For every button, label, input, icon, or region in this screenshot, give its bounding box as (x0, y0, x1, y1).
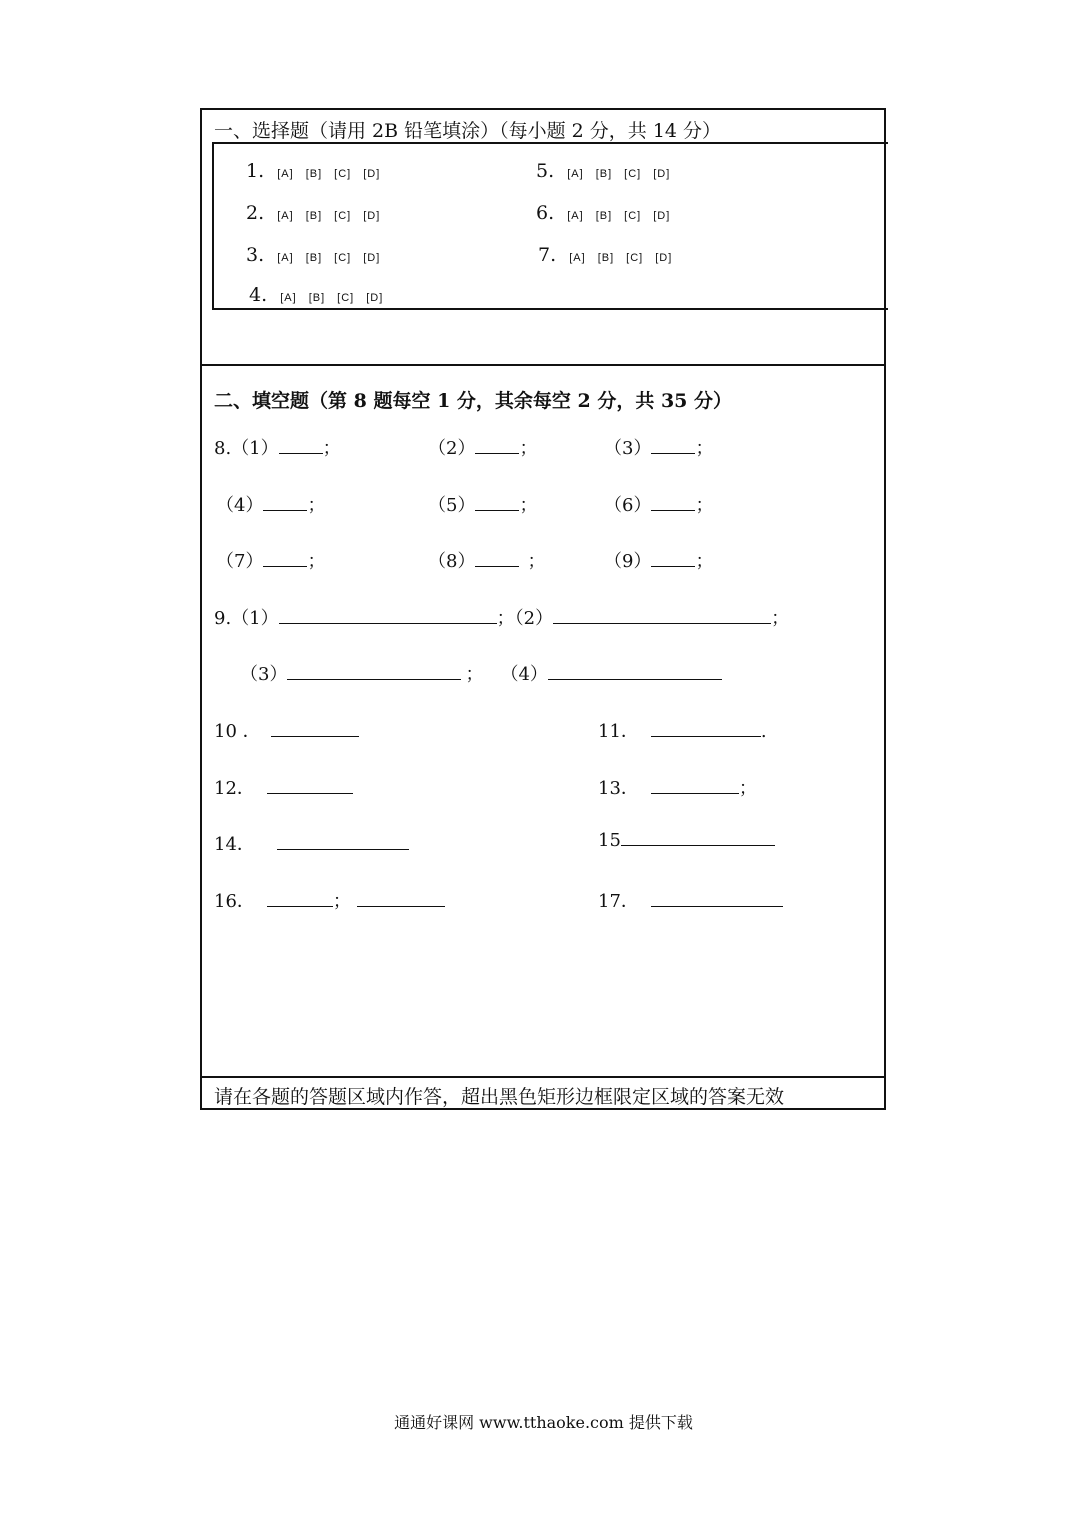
option-a[interactable]: [A] (569, 252, 586, 264)
question-number: 15 (598, 830, 621, 851)
answer-area-notice: 请在各题的答题区域内作答，超出黑色矩形边框限定区域的答案无效 (214, 1086, 785, 1108)
q8-blank-6 (604, 491, 713, 517)
sub-label: （2） (514, 608, 554, 629)
option-b[interactable]: [B] (595, 210, 613, 222)
q8-blank-2 (428, 434, 537, 460)
separator: ； (527, 551, 546, 572)
answer-blank[interactable] (651, 439, 695, 454)
question-number: 6. (536, 202, 555, 224)
choice-question-7 (538, 244, 684, 266)
q11 (598, 717, 767, 743)
q9-row-1 (214, 604, 789, 630)
answer-blank[interactable] (651, 892, 783, 907)
separator: ； (695, 551, 714, 572)
q16 (214, 887, 445, 913)
q14 (214, 830, 409, 856)
sub-label: （1） (231, 608, 279, 629)
question-number: 5. (536, 160, 555, 182)
question-number: 4. (249, 284, 268, 306)
answer-blank[interactable] (548, 665, 722, 680)
option-a[interactable]: [A] (567, 210, 584, 222)
q9-row-2 (240, 660, 722, 686)
separator: ； (322, 438, 341, 459)
sub-label: （4） (509, 664, 548, 685)
answer-blank[interactable] (263, 496, 307, 511)
section2-title: 二、填空题（第 8 题每空 1 分，其余每空 2 分，共 35 分） (214, 390, 733, 412)
section1-title: 一、选择题（请用 2B 铅笔填涂）（每小题 2 分，共 14 分） (214, 120, 722, 142)
answer-blank[interactable] (651, 779, 739, 794)
option-d[interactable]: [D] (363, 210, 381, 222)
option-a[interactable]: [A] (280, 292, 297, 304)
option-group (277, 252, 392, 264)
sub-label: （9） (604, 551, 652, 572)
question-number: 12． (214, 778, 255, 799)
option-b[interactable]: [B] (305, 210, 323, 222)
choice-question-4 (249, 284, 395, 306)
question-number: 10 ． (214, 721, 261, 742)
q12 (214, 774, 353, 800)
choice-question-3 (246, 244, 392, 266)
separator: ； (519, 495, 538, 516)
answer-blank[interactable] (279, 609, 497, 624)
option-group (569, 252, 684, 264)
sub-label: （7） (216, 551, 264, 572)
separator: ； (695, 438, 714, 459)
option-b[interactable]: [B] (597, 252, 615, 264)
option-c[interactable]: [C] (334, 168, 352, 180)
answer-blank[interactable] (475, 439, 519, 454)
question-number: 2. (246, 202, 265, 224)
answer-blank[interactable] (651, 722, 761, 737)
answer-blank[interactable] (277, 835, 409, 850)
question-number: 11． (598, 721, 639, 742)
question-number: 14． (214, 834, 255, 855)
option-a[interactable]: [A] (277, 252, 294, 264)
option-c[interactable]: [C] (334, 210, 352, 222)
answer-blank[interactable] (271, 722, 359, 737)
option-d[interactable]: [D] (653, 168, 671, 180)
option-group (277, 210, 392, 222)
question-number: 13． (598, 778, 639, 799)
page-footer: 通通好课网 www.tthaoke.com 提供下载 (394, 1413, 693, 1432)
q15 (598, 830, 775, 851)
answer-blank[interactable] (553, 609, 771, 624)
sub-label: （1） (231, 438, 279, 459)
answer-blank[interactable] (651, 552, 695, 567)
q8-blank-1 (214, 434, 341, 460)
sub-label: （3） (604, 438, 652, 459)
answer-sheet (200, 108, 886, 1110)
answer-blank[interactable] (279, 439, 323, 454)
sub-label: （3） (240, 664, 288, 685)
choice-question-5 (536, 160, 682, 182)
option-c[interactable]: [C] (334, 252, 352, 264)
sub-label: （5） (428, 495, 476, 516)
q8-blank-8 (428, 547, 545, 573)
separator: ； (519, 438, 538, 459)
option-c[interactable]: [C] (624, 210, 642, 222)
option-a[interactable]: [A] (277, 168, 294, 180)
q8-blank-5 (428, 491, 537, 517)
separator: . (760, 721, 767, 742)
q8-blank-9 (604, 547, 713, 573)
option-b[interactable]: [B] (595, 168, 613, 180)
option-b[interactable]: [B] (305, 168, 323, 180)
choice-question-6 (536, 202, 682, 224)
option-group (567, 210, 682, 222)
question-number: 1. (246, 160, 265, 182)
choice-question-1 (246, 160, 392, 182)
question-number: 17． (598, 891, 639, 912)
separator: ； (496, 608, 515, 629)
answer-blank[interactable] (287, 665, 461, 680)
q8-blank-7 (216, 547, 325, 573)
answer-blank[interactable] (475, 552, 519, 567)
separator: ； (307, 495, 326, 516)
option-group (277, 168, 392, 180)
option-group (280, 292, 395, 304)
answer-blank[interactable] (357, 892, 445, 907)
q8-blank-3 (604, 434, 713, 460)
question-number: 3. (246, 244, 265, 266)
option-d[interactable]: [D] (653, 210, 671, 222)
sub-label: （2） (428, 438, 476, 459)
answer-blank[interactable] (267, 779, 353, 794)
option-c[interactable]: [C] (626, 252, 644, 264)
footer-divider (202, 1076, 886, 1078)
option-a[interactable]: [A] (567, 168, 584, 180)
option-a[interactable]: [A] (277, 210, 294, 222)
section-divider (202, 364, 886, 366)
q17 (598, 887, 783, 913)
answer-blank[interactable] (267, 892, 333, 907)
separator: ； (738, 778, 757, 799)
question-number: 7. (538, 244, 557, 266)
q13 (598, 774, 757, 800)
option-d[interactable]: [D] (363, 168, 381, 180)
separator: ； (695, 495, 714, 516)
option-b[interactable]: [B] (305, 252, 323, 264)
answer-blank[interactable] (263, 552, 307, 567)
answer-blank[interactable] (621, 831, 775, 846)
sub-label: （4） (216, 495, 264, 516)
option-c[interactable]: [C] (624, 168, 642, 180)
sub-label: （6） (604, 495, 652, 516)
question-number: 9. (214, 608, 232, 629)
answer-blank[interactable] (651, 496, 695, 511)
option-d[interactable]: [D] (366, 292, 384, 304)
separator: ； (332, 891, 351, 912)
option-c[interactable]: [C] (337, 292, 355, 304)
choice-answer-box (212, 142, 888, 310)
separator: ； (307, 551, 326, 572)
q10 (214, 717, 359, 743)
option-b[interactable]: [B] (308, 292, 326, 304)
separator: ； (771, 608, 790, 629)
answer-blank[interactable] (475, 496, 519, 511)
option-d[interactable]: [D] (655, 252, 673, 264)
q8-blank-4 (216, 491, 325, 517)
question-number: 8. (214, 438, 232, 459)
option-group (567, 168, 682, 180)
option-d[interactable]: [D] (363, 252, 381, 264)
sub-label: （8） (428, 551, 476, 572)
choice-question-2 (246, 202, 392, 224)
question-number: 16． (214, 891, 255, 912)
separator: ； (465, 664, 484, 685)
